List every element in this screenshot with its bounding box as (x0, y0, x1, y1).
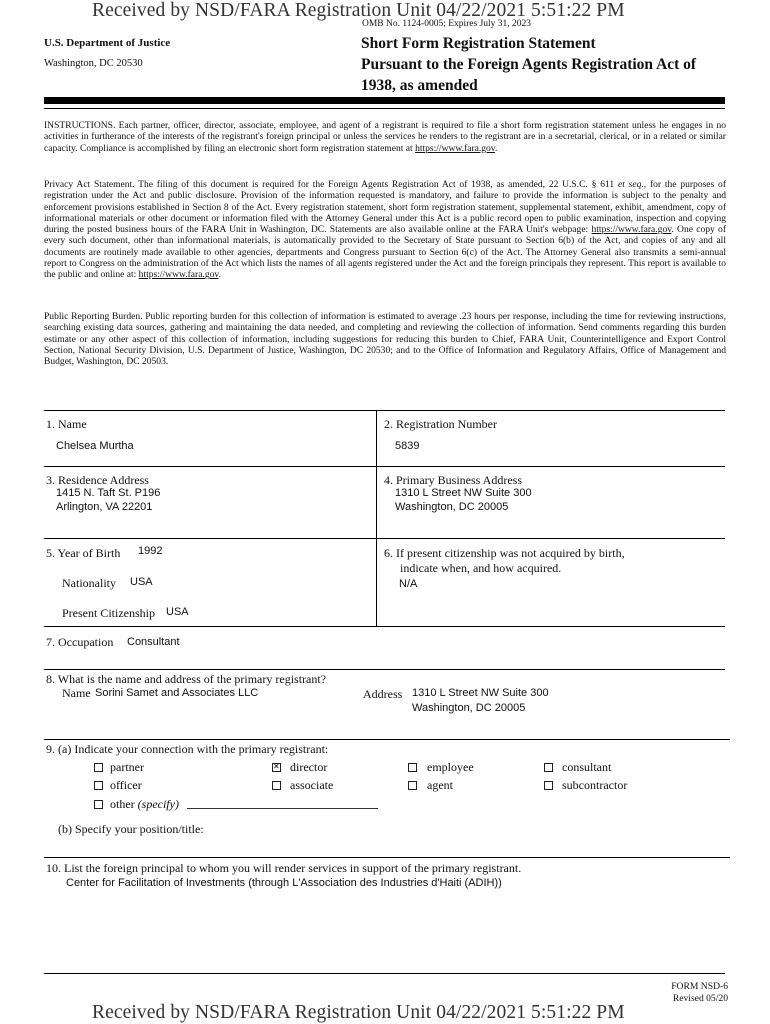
row-rule (44, 466, 725, 467)
position-title-label: (b) Specify your position/title: (58, 822, 204, 836)
nationality-label: Nationality (62, 576, 116, 590)
residence-address-line1[interactable]: 1415 N. Taft St. P196 (56, 487, 161, 499)
agent-checkbox[interactable] (408, 781, 417, 790)
fara-link[interactable]: https://www.fara.gov (415, 142, 495, 154)
subcontractor-label: subcontractor (562, 778, 628, 792)
year-of-birth-label: 5. Year of Birth (46, 546, 121, 560)
row-rule (44, 857, 730, 858)
instructions-paragraph: INSTRUCTIONS. Each partner, officer, director, associate, employee, and agent of a registrant is required to file a short form registration statement unless he engages in no activities in furtherance of the interests of the registrant's foreign principal or unless the services he renders to the registrant are in a secretarial, clerical, or in a related or similar capacity. Compliance is accomplished by filing an electronic short form registration statement at https://www.fara.gov. (44, 120, 726, 154)
other-label: other (specify) (110, 797, 179, 811)
privacy-act-paragraph: Privacy Act Statement. The filing of this document is required for the Foreign Agents Registration Act of 1938, as amended, 22 U.S.C. § 611 et seq., for the purposes of registration under the Act and public disclosure. Provision of the information requested is mandatory, and failure to provide the information is subject to the penalty and enforcement provisions established in Section 8 of the Act. Every registration statement, short form registration statement, supplemental statement, exhibit, amendment, copy of informational materials or other document or information filed with the Attorney General under this Act is a public record open to public examination, inspection and copying during the posted business hours of the FARA Unit in Washington, DC. Statements are also available online at the FARA Unit's webpage: https://www.fara.gov. One copy of every such document, other than informational materials, is automatically provided to the Secretary of State pursuant to Section 6(b) of the Act, and copies of any and all documents are routinely made available to other agencies, departments and Congress pursuant to Section 6(c) of the Act. The Attorney General also transmits a semi-annual report to Congress on the administration of the Act which lists the names of all agents registered under the Act and the foreign principals they represent. This report is available to the public and online at: https://www.fara.gov. (44, 179, 727, 281)
residence-address-label: 3. Residence Address (46, 473, 149, 487)
officer-checkbox[interactable] (94, 781, 103, 790)
consultant-label: consultant (562, 760, 612, 774)
fara-link[interactable]: https://www.fara.gov (138, 269, 219, 281)
employee-label: employee (427, 760, 474, 774)
occupation-label: 7. Occupation (46, 635, 114, 649)
header-rule-thin (44, 108, 725, 109)
column-divider (376, 410, 377, 626)
business-address-line1[interactable]: 1310 L Street NW Suite 300 (395, 487, 532, 499)
name-field[interactable]: Chelsea Murtha (56, 440, 134, 452)
consultant-checkbox[interactable] (544, 763, 553, 772)
partner-label: partner (110, 760, 144, 774)
business-address-line2[interactable]: Washington, DC 20005 (395, 501, 509, 513)
subcontractor-checkbox[interactable] (544, 781, 553, 790)
citizenship-acquired-label: 6. If present citizenship was not acquired by birth, (384, 546, 625, 560)
business-address-label: 4. Primary Business Address (384, 473, 522, 487)
citizenship-label: Present Citizenship (62, 606, 155, 620)
associate-label: associate (290, 778, 334, 792)
fara-link[interactable]: https://www.fara.gov (591, 224, 672, 236)
received-stamp-bottom: Received by NSD/FARA Registration Unit 04/22/2021 5:51:22 PM (92, 1002, 625, 1023)
residence-address-line2[interactable]: Arlington, VA 22201 (56, 501, 153, 513)
form-title (361, 33, 731, 96)
director-checkbox[interactable] (272, 763, 281, 772)
director-label: director (290, 760, 328, 774)
foreign-principal-label: 10. List the foreign principal to whom you will render services in support of the primary registrant. (46, 861, 522, 875)
registration-number-field[interactable]: 5839 (395, 440, 420, 452)
form-title-line2: Pursuant to the Foreign Agents Registration Act of (361, 56, 697, 73)
registration-number-label: 2. Registration Number (384, 417, 497, 431)
form-top-rule (44, 410, 725, 411)
form-title-line3: 1938, as amended (361, 77, 478, 94)
other-checkbox[interactable] (94, 800, 103, 809)
associate-checkbox[interactable] (272, 781, 281, 790)
reporting-burden-paragraph: Public Reporting Burden. Public reporting burden for this collection of information is estimated to average .23 hours per response, including the time for reviewing instructions, searching existing data sources, gathering and maintaining the data needed, and completing and reviewing the collection of information. Send comments regarding this burden estimate or any other aspect of this collection of information, including suggestions for reducing this burden to Chief, FARA Unit, Counterintelligence and Export Control Section, National Security Division, U.S. Department of Justice, Washington, DC 20530; and to the Office of Information and Regulatory Affairs, Office of Management and Budget, Washington, DC 20503. (44, 311, 726, 368)
department-city: Washington, DC 20530 (44, 58, 143, 69)
form-number: FORM NSD-6 (671, 981, 728, 992)
registrant-name-label: Name (62, 686, 91, 700)
registrant-address-label: Address (363, 687, 403, 701)
form-revision: Revised 05/20 (672, 993, 728, 1004)
row-rule (44, 739, 730, 740)
officer-label: officer (110, 778, 142, 792)
partner-checkbox[interactable] (94, 763, 103, 772)
citizenship-acquired-label-line2: indicate when, and how acquired. (400, 561, 562, 575)
name-label: 1. Name (46, 417, 87, 431)
occupation-field[interactable]: Consultant (127, 636, 180, 648)
year-of-birth-field[interactable]: 1992 (138, 545, 163, 557)
employee-checkbox[interactable] (408, 763, 417, 772)
received-stamp-top: Received by NSD/FARA Registration Unit 04/22/2021 5:51:22 PM (92, 0, 625, 21)
row-rule (44, 626, 725, 627)
row-rule (44, 669, 725, 670)
agent-label: agent (427, 778, 453, 792)
registrant-address-line2[interactable]: Washington, DC 20005 (412, 702, 526, 714)
registrant-address-line1[interactable]: 1310 L Street NW Suite 300 (412, 687, 549, 699)
other-specify-field[interactable] (187, 808, 378, 809)
footer-rule (44, 973, 725, 974)
foreign-principal-field[interactable]: Center for Facilitation of Investments (through L'Association des Industries d'Haiti (ADIH)) (66, 877, 502, 889)
primary-registrant-label: 8. What is the name and address of the primary registrant? (46, 672, 327, 686)
registrant-name-field[interactable]: Sorini Samet and Associates LLC (95, 687, 259, 699)
omb-number: OMB No. 1124-0005; Expires July 31, 2023 (362, 19, 532, 29)
connection-label: 9. (a) Indicate your connection with the primary registrant: (46, 742, 329, 756)
header-rule (44, 97, 725, 104)
citizenship-field[interactable]: USA (166, 606, 189, 618)
form-title-line1: Short Form Registration Statement (361, 35, 596, 52)
department-name: U.S. Department of Justice (44, 37, 171, 49)
citizenship-acquired-field[interactable]: N/A (399, 578, 418, 590)
row-rule (44, 538, 725, 539)
nationality-field[interactable]: USA (130, 576, 153, 588)
